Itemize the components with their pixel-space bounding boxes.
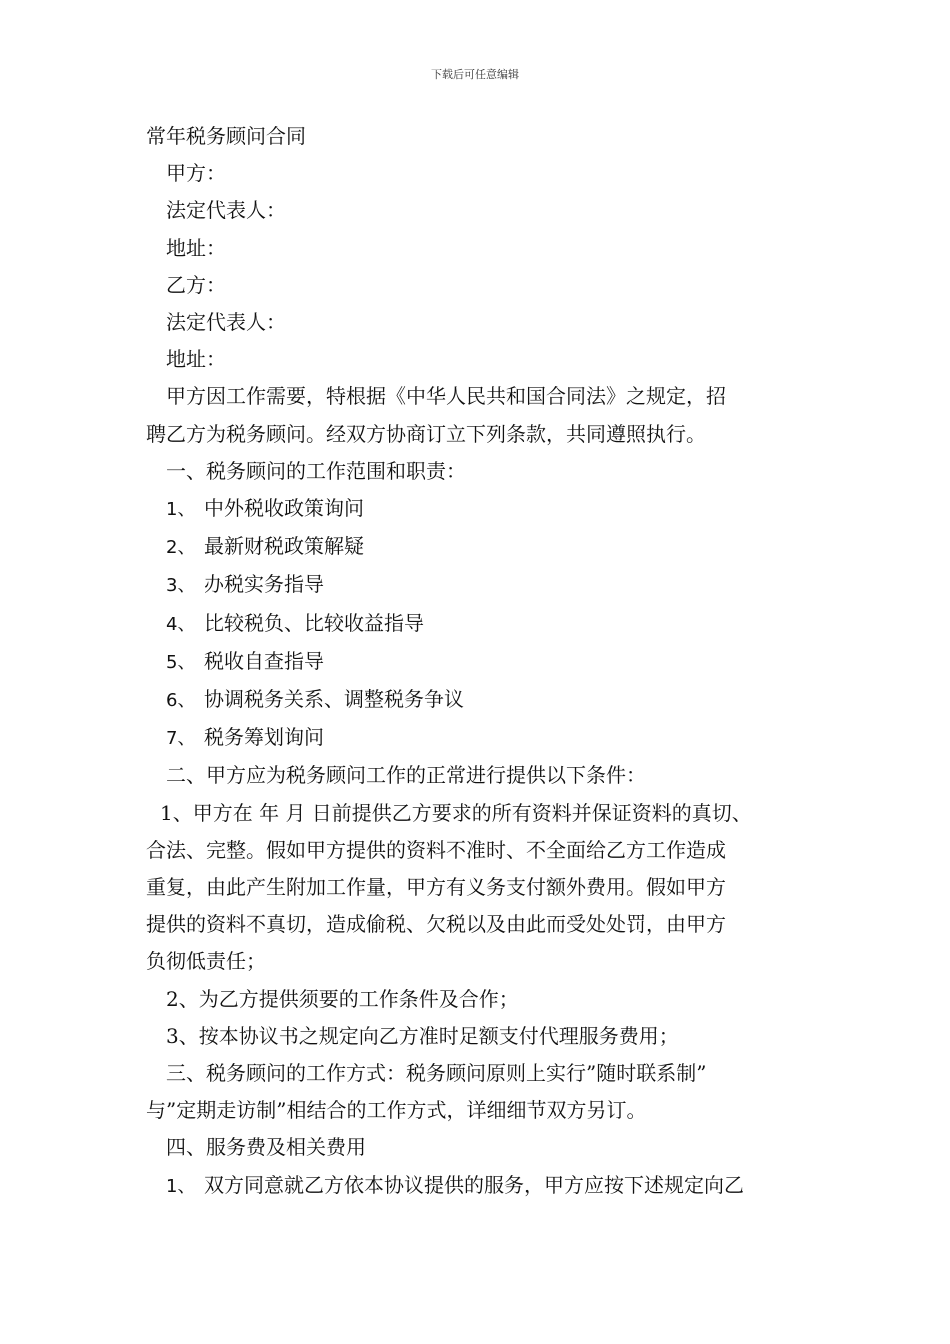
list-item-text: 税务筹划询问	[204, 725, 324, 750]
section-2-heading: 二、甲方应为税务顾问工作的正常进行提供以下条件：	[166, 763, 646, 788]
section-2-paragraph-1-line-1: 1、甲方在 年 月 日前提供乙方要求的所有资料并保证资料的真切、	[160, 800, 752, 825]
list-item-number: 2、	[166, 537, 196, 559]
list-item-text: 比较税负、比较收益指导	[204, 610, 424, 635]
party-b-representative: 法定代表人：	[166, 310, 286, 335]
list-item-number: 1、	[166, 1175, 196, 1197]
document-body	[146, 118, 816, 1205]
list-item-number: 1、	[166, 499, 196, 521]
section-4-item-1	[146, 1167, 816, 1205]
list-item-text: 协调税务关系、调整税务争议	[204, 687, 464, 712]
section-3-line-1: 三、税务顾问的工作方式：税务顾问原则上实行”随时联系制”	[166, 1061, 707, 1086]
list-item	[146, 605, 816, 643]
section-1-heading: 一、税务顾问的工作范围和职责：	[166, 458, 466, 483]
list-item-number: 6、	[166, 690, 196, 712]
list-item	[146, 490, 816, 528]
list-item-number: 7、	[166, 728, 196, 750]
list-item	[146, 566, 816, 604]
list-item-number: 5、	[166, 651, 196, 673]
list-item-text: 最新财税政策解疑	[204, 534, 364, 559]
intro-line-1: 甲方因工作需要，特根据《中华人民共和国合同法》之规定，招	[166, 384, 726, 409]
page-header: 下载后可任意编辑	[431, 68, 519, 81]
list-item-text: 双方同意就乙方依本协议提供的服务，甲方应按下述规定向乙	[204, 1172, 744, 1197]
list-item	[146, 719, 816, 757]
party-a-representative: 法定代表人：	[166, 198, 286, 223]
party-a-label: 甲方：	[166, 161, 226, 186]
party-a-address: 地址：	[166, 235, 226, 260]
list-item-text: 税收自查指导	[204, 648, 324, 673]
section-3-line-2: 与”定期走访制”相结合的工作方式，详细细节双方另订。	[146, 1098, 647, 1123]
intro-line-2: 聘乙方为税务顾问。经双方协商订立下列条款，共同遵照执行。	[146, 421, 706, 446]
list-item	[146, 681, 816, 719]
section-2-paragraph-1-line-3: 重复，由此产生附加工作量，甲方有义务支付额外费用。假如甲方	[146, 875, 726, 900]
section-2-paragraph-1-line-2: 合法、完整。假如甲方提供的资料不准时、不全面给乙方工作造成	[146, 837, 726, 862]
section-2-paragraph-1-line-4: 提供的资料不真切，造成偷税、欠税以及由此而受处处罚，由甲方	[146, 912, 726, 937]
list-item-text: 中外税收政策询问	[204, 496, 364, 521]
list-item-text: 办税实务指导	[204, 572, 324, 597]
section-2-paragraph-3: 3、按本协议书之规定向乙方准时足额支付代理服务费用；	[166, 1023, 679, 1048]
section-2-paragraph-2: 2、为乙方提供须要的工作条件及合作；	[166, 986, 519, 1011]
section-1-list	[146, 490, 816, 757]
list-item	[146, 643, 816, 681]
list-item-number: 3、	[166, 575, 196, 597]
party-b-address: 地址：	[166, 347, 226, 372]
section-4-heading: 四、服务费及相关费用	[166, 1135, 366, 1160]
section-2-paragraph-1-line-5: 负彻低责任；	[146, 949, 266, 974]
document-title: 常年税务顾问合同	[146, 124, 306, 148]
list-item	[146, 528, 816, 566]
list-item-number: 4、	[166, 613, 196, 635]
party-b-label: 乙方：	[166, 272, 226, 297]
